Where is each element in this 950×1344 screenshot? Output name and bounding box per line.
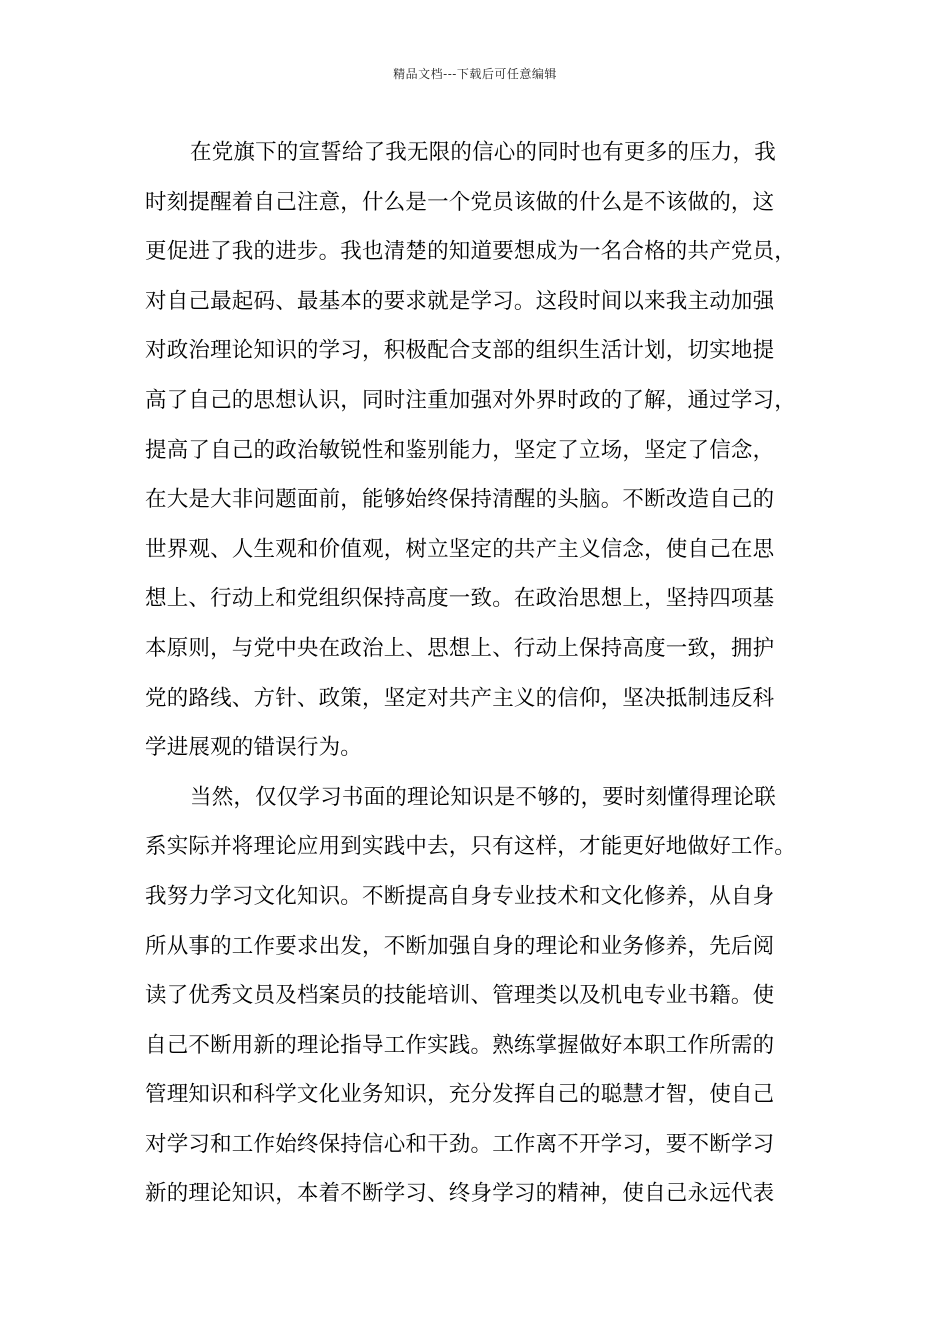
text-line: 党的路线、方针、政策，坚定对共产主义的信仰，坚决抵制违反科 xyxy=(145,685,775,711)
text-line: 对政治理论知识的学习，积极配合支部的组织生活计划，切实地提 xyxy=(145,338,775,364)
text-line: 自己不断用新的理论指导工作实践。熟练掌握做好本职工作所需的 xyxy=(145,1032,775,1058)
text-line: 读了优秀文员及档案员的技能培训、管理类以及机电专业书籍。使 xyxy=(145,983,775,1009)
text-line: 更促进了我的进步。我也清楚的知道要想成为一名合格的共产党员， xyxy=(145,239,797,265)
text-line: 对自己最起码、最基本的要求就是学习。这段时间以来我主动加强 xyxy=(145,288,775,314)
paragraph-first-line: 当然，仅仅学习书面的理论知识是不够的，要时刻懂得理论联 xyxy=(190,784,776,810)
text-line: 所从事的工作要求出发，不断加强自身的理论和业务修养，先后阅 xyxy=(145,933,775,959)
text-line: 学进展观的错误行为。 xyxy=(145,735,363,761)
text-line: 想上、行动上和党组织保持高度一致。在政治思想上，坚持四项基 xyxy=(145,586,775,612)
text-line: 本原则，与党中央在政治上、思想上、行动上保持高度一致，拥护 xyxy=(145,635,775,661)
text-line: 世界观、人生观和价值观，树立坚定的共产主义信念，使自己在思 xyxy=(145,536,775,562)
text-line: 时刻提醒着自己注意，什么是一个党员该做的什么是不该做的，这 xyxy=(145,189,775,215)
text-line: 提高了自己的政治敏锐性和鉴别能力，坚定了立场，坚定了信念， xyxy=(145,437,775,463)
text-line: 在大是大非问题面前，能够始终保持清醒的头脑。不断改造自己的 xyxy=(145,487,775,513)
paragraph-first-line: 在党旗下的宣誓给了我无限的信心的同时也有更多的压力，我 xyxy=(190,140,776,165)
document-body xyxy=(145,128,820,1219)
text-line: 对学习和工作始终保持信心和干劲。工作离不开学习，要不断学习 xyxy=(145,1131,775,1157)
text-line: 系实际并将理论应用到实践中去，只有这样，才能更好地做好工作。 xyxy=(145,834,797,860)
page-header: 精品文档---下载后可任意编辑 xyxy=(393,67,557,81)
text-line: 管理知识和科学文化业务知识，充分发挥自己的聪慧才智，使自己 xyxy=(145,1082,775,1108)
text-line: 我努力学习文化知识。不断提高自身专业技术和文化修养，从自身 xyxy=(145,883,775,909)
text-line: 新的理论知识，本着不断学习、终身学习的精神，使自己永远代表 xyxy=(145,1181,775,1207)
text-line: 高了自己的思想认识，同时注重加强对外界时政的了解，通过学习， xyxy=(145,387,797,413)
